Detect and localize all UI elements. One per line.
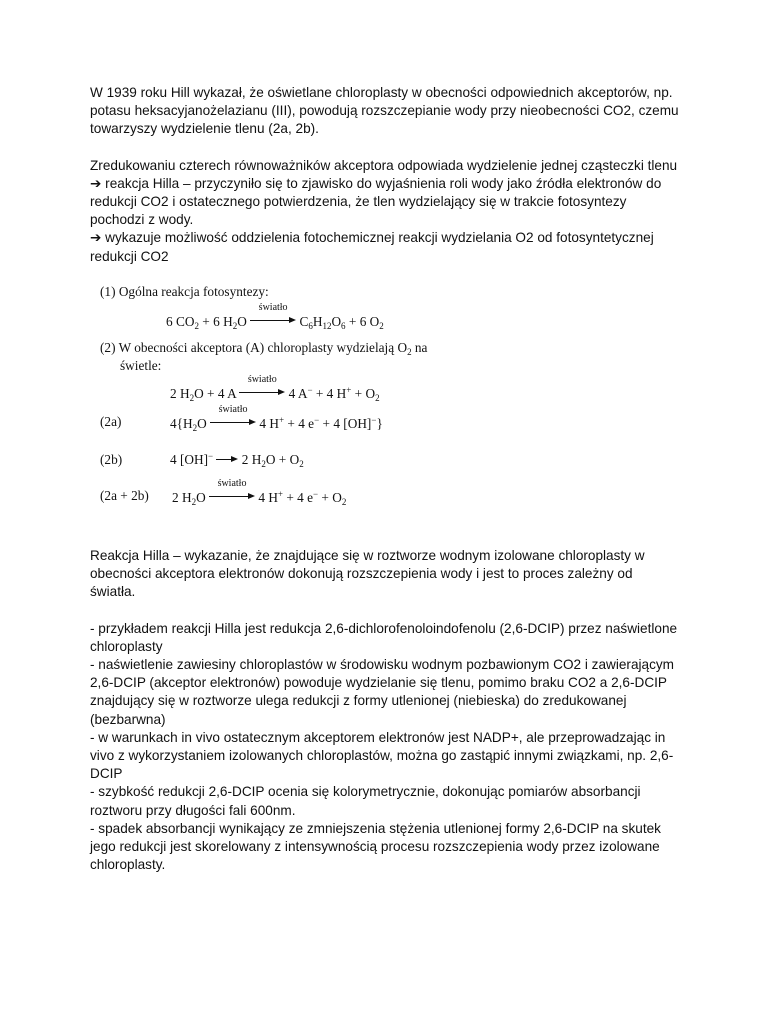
intro-paragraph-2-part2: reakcja Hilla – przyczyniło się to zjawisko do wyjaśnienia roli wody jako źródła elektronów do redukcji CO2 i ostatecznego potwierdzenia, że tlen wydzielający się w trakcie fotosyntezy pochodzi z wody. xyxy=(90,175,662,228)
right-arrow-icon: ➔ xyxy=(90,175,102,192)
equations-figure xyxy=(100,282,520,512)
equation-2a-2b: 2 $H_2O$ światło 4 H+ + 4 $e^- + O_2$ xyxy=(172,478,347,507)
hill-bullet-3: - w warunkach in vivo ostatecznym akceptorem elektronów jest NADP+, ale przeprowadzając in vivo z wykorzystaniem izolowanych chloroplastów, można go zastąpić innymi związkami, np. 2,6-DCIP xyxy=(90,729,674,782)
equation-2a: $4\{H_2O$ światło 4 H+ + 4 e− + 4 [OH]−} xyxy=(170,404,383,433)
hill-bullet-5: - spadek absorbancji wynikający ze zmniejszenia stężenia utlenionej formy 2,6-DCIP na skutek jego redukcji jest skorelowany z intensywnością procesu rozszczepienia wody przez izolowane chloroplasty. xyxy=(90,820,661,873)
label-2b: (2b) xyxy=(100,452,123,467)
intro-paragraph-3-text: wykazuje możliwość oddzielenia fotochemicznej reakcji wydzielania O2 od fotosyntetycznej redukcji CO2 xyxy=(90,230,654,264)
hill-bullet-4: - szybkość redukcji 2,6-DCIP ocenia się kolorymetrycznie, dokonując pomiarów absorbancji roztworu przy długości fali 600nm. xyxy=(90,784,641,818)
reaction-arrow-icon: światło xyxy=(210,414,256,428)
reaction-arrow-icon: światło xyxy=(250,312,296,326)
equation-1: 6 $CO_2 + 6$ $H_2O$ światło $C_6H_{12}O_6 + 6$ $O_2$ xyxy=(166,302,384,331)
intro-paragraph-2-part1: Zredukowaniu czterech równoważników akceptora odpowiada wydzielenie jednej cząsteczki tlenu xyxy=(90,157,678,173)
hill-section xyxy=(90,547,680,874)
equation-2-title: (2) W obecności akceptora (A) chloroplasty wydzielają $O_2$ na xyxy=(100,340,428,357)
intro-section xyxy=(90,84,680,266)
label-2a-2b: (2a + 2b) xyxy=(100,488,149,503)
hill-paragraph: Reakcja Hilla – wykazanie, że znajdujące się w roztworze wodnym izolowane chloroplasty w obecności akceptora elektronów dokonują rozszczepienia wody i jest to proces zależny od światła. xyxy=(90,548,645,600)
reaction-arrow-icon: światło xyxy=(239,384,285,398)
right-arrow-icon: ➔ xyxy=(90,230,102,247)
equation-2: 2 $H_2O + 4$ A światło 4 A− + 4 $H^+ + O_2$ xyxy=(170,374,380,403)
reaction-arrow-icon xyxy=(216,454,238,464)
equation-1-title: (1) Ogólna reakcja fotosyntezy: xyxy=(100,284,269,299)
equation-2b: 4 [OH]− 2 $H_2O + O_2$ xyxy=(170,451,304,469)
reaction-arrow-icon: światło xyxy=(209,488,255,502)
intro-paragraph-2 xyxy=(90,157,680,230)
equation-2-title-cont: świetle: xyxy=(120,358,162,373)
hill-bullet-2: - naświetlenie zawiesiny chloroplastów w środowisku wodnym pozbawionym CO2 i zawierającym 2,6-DCIP (akceptor elektronów) powoduje wydzielanie się tlenu, pomimo braku CO2 a 2,6-DCIP znajdujący się w roztworze ulega redukcji z formy utlenionej (niebieska) do zredukowanej (bezbarwna) xyxy=(90,657,675,727)
intro-paragraph-1: W 1939 roku Hill wykazał, że oświetlane chloroplasty w obecności odpowiednich akceptorów, np. potasu heksacyjanożelazianu (III), powodują rozszczepianie wody przy nieobecności CO2, czemu towarzyszy wydzielenie tlenu (2a, 2b). xyxy=(90,85,679,137)
hill-bullet-1: - przykładem reakcji Hilla jest redukcja 2,6-dichlorofenoloindofenolu (2,6-DCIP) przez naświetlone chloroplasty xyxy=(90,620,678,654)
label-2a: (2a) xyxy=(100,414,122,429)
intro-paragraph-3 xyxy=(90,229,680,265)
